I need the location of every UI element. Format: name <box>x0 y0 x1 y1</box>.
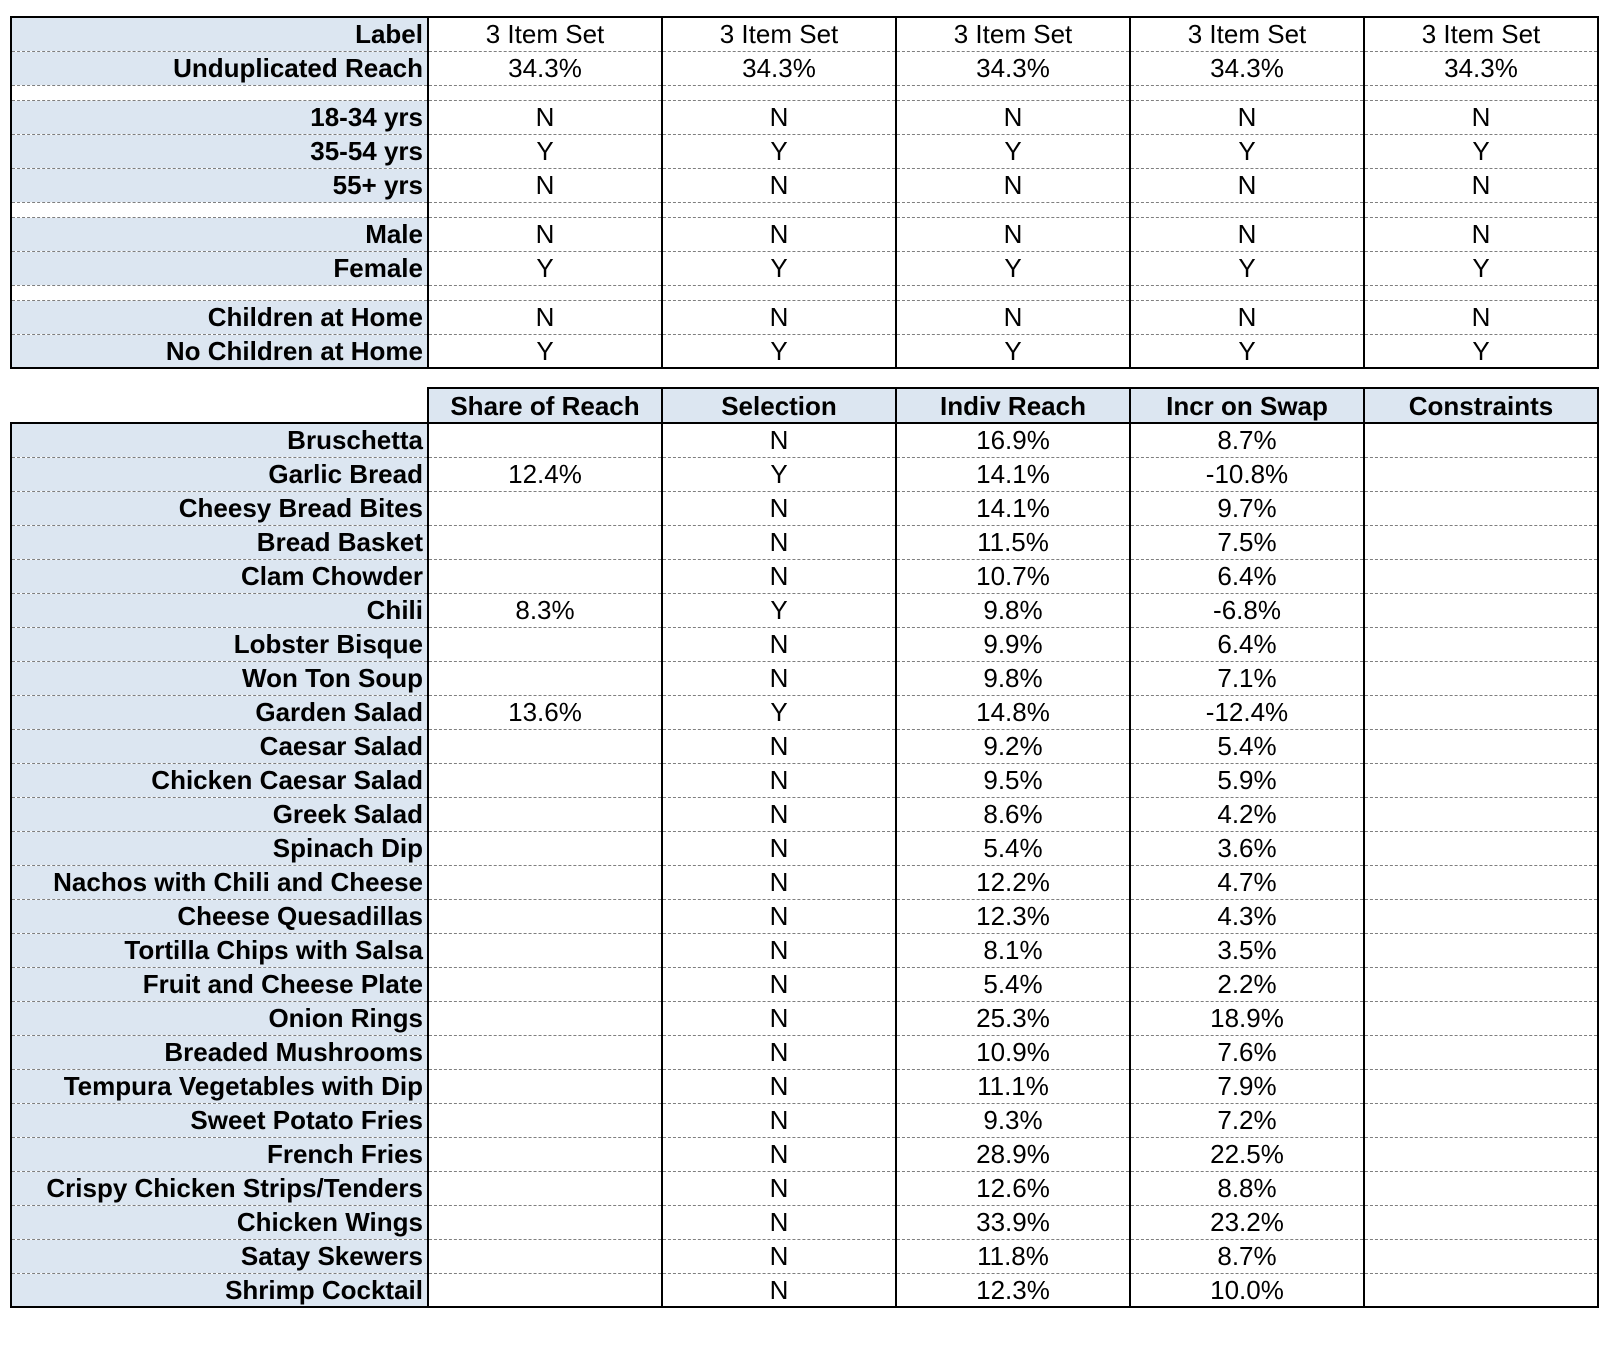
spacer-row <box>11 85 1598 100</box>
data-cell[interactable]: 8.6% <box>896 797 1130 831</box>
spacer-label-cell <box>11 202 428 217</box>
data-cell[interactable]: Y <box>662 593 896 627</box>
item-row <box>11 1239 1598 1273</box>
data-cell[interactable]: 8.7% <box>1130 1239 1364 1273</box>
data-cell[interactable]: N <box>662 491 896 525</box>
column-header[interactable]: Constraints <box>1364 388 1598 423</box>
row-label: Unduplicated Reach <box>11 51 428 85</box>
data-cell[interactable]: 9.8% <box>896 661 1130 695</box>
spacer-cell <box>662 202 896 217</box>
item-row <box>11 593 1598 627</box>
summary-table <box>10 16 1599 369</box>
data-cell[interactable]: 3.6% <box>1130 831 1364 865</box>
data-cell[interactable]: 34.3% <box>1364 51 1598 85</box>
data-cell[interactable]: 13.6% <box>428 695 662 729</box>
data-cell[interactable]: Y <box>1130 334 1364 368</box>
row-label: Tempura Vegetables with Dip <box>11 1069 428 1103</box>
row-label: Cheesy Bread Bites <box>11 491 428 525</box>
row-label: Female <box>11 251 428 285</box>
data-cell[interactable] <box>428 1069 662 1103</box>
data-cell[interactable] <box>428 1103 662 1137</box>
row-label: Label <box>11 17 428 51</box>
spacer-cell <box>896 202 1130 217</box>
data-cell[interactable] <box>1364 797 1598 831</box>
spacer-row <box>11 202 1598 217</box>
item-row <box>11 865 1598 899</box>
data-cell[interactable]: 11.5% <box>896 525 1130 559</box>
data-cell[interactable]: N <box>662 661 896 695</box>
item-row <box>11 1205 1598 1239</box>
data-cell[interactable]: 4.7% <box>1130 865 1364 899</box>
item-row <box>11 525 1598 559</box>
data-cell[interactable]: 5.4% <box>896 831 1130 865</box>
item-row <box>11 423 1598 457</box>
row-label: 35-54 yrs <box>11 134 428 168</box>
item-row <box>11 899 1598 933</box>
data-cell[interactable]: N <box>662 1171 896 1205</box>
data-cell[interactable] <box>1364 593 1598 627</box>
spacer-row <box>11 285 1598 300</box>
data-cell[interactable]: N <box>1130 300 1364 334</box>
data-cell[interactable]: N <box>1130 217 1364 251</box>
data-cell[interactable]: 9.2% <box>896 729 1130 763</box>
data-cell[interactable]: Y <box>1130 251 1364 285</box>
data-cell[interactable]: N <box>1364 217 1598 251</box>
item-row <box>11 933 1598 967</box>
item-row <box>11 729 1598 763</box>
row-label: Lobster Bisque <box>11 627 428 661</box>
column-header[interactable]: Incr on Swap <box>1130 388 1364 423</box>
data-cell[interactable] <box>428 967 662 1001</box>
row-label: Children at Home <box>11 300 428 334</box>
data-cell[interactable]: 10.9% <box>896 1035 1130 1069</box>
data-cell[interactable]: N <box>662 168 896 202</box>
data-cell[interactable]: N <box>662 763 896 797</box>
data-cell[interactable]: N <box>662 423 896 457</box>
data-cell[interactable]: -10.8% <box>1130 457 1364 491</box>
data-cell[interactable] <box>1364 627 1598 661</box>
data-cell[interactable]: N <box>428 100 662 134</box>
spacer-cell <box>1130 85 1364 100</box>
data-cell[interactable]: N <box>662 525 896 559</box>
items-body <box>11 388 1598 1307</box>
data-cell[interactable] <box>428 763 662 797</box>
item-row <box>11 1069 1598 1103</box>
data-cell[interactable]: 3 Item Set <box>1364 17 1598 51</box>
data-cell[interactable]: N <box>1364 300 1598 334</box>
data-cell[interactable]: N <box>896 168 1130 202</box>
data-cell[interactable]: N <box>662 797 896 831</box>
data-cell[interactable]: N <box>662 967 896 1001</box>
data-cell[interactable] <box>1364 1001 1598 1035</box>
data-cell[interactable]: N <box>662 627 896 661</box>
data-cell[interactable]: N <box>1130 168 1364 202</box>
data-cell[interactable] <box>1364 559 1598 593</box>
data-cell[interactable]: N <box>662 899 896 933</box>
column-header[interactable]: Share of Reach <box>428 388 662 423</box>
spacer-label-cell <box>11 285 428 300</box>
data-cell[interactable] <box>1364 1035 1598 1069</box>
data-cell[interactable] <box>1364 457 1598 491</box>
data-cell[interactable] <box>428 661 662 695</box>
data-cell[interactable]: N <box>1364 168 1598 202</box>
row-label: Greek Salad <box>11 797 428 831</box>
data-cell[interactable] <box>1364 967 1598 1001</box>
data-cell[interactable]: 14.1% <box>896 457 1130 491</box>
data-cell[interactable]: Y <box>896 334 1130 368</box>
data-cell[interactable]: 5.9% <box>1130 763 1364 797</box>
spacer-cell <box>1364 85 1598 100</box>
data-cell[interactable]: 18.9% <box>1130 1001 1364 1035</box>
data-cell[interactable]: N <box>896 217 1130 251</box>
items-table <box>10 387 1599 1308</box>
row-label: Male <box>11 217 428 251</box>
data-cell[interactable]: 10.0% <box>1130 1273 1364 1307</box>
row-label: Satay Skewers <box>11 1239 428 1273</box>
item-row <box>11 1103 1598 1137</box>
item-row <box>11 661 1598 695</box>
data-cell[interactable]: 10.7% <box>896 559 1130 593</box>
data-cell[interactable]: Y <box>1364 334 1598 368</box>
children-row <box>11 334 1598 368</box>
data-cell[interactable]: N <box>662 1103 896 1137</box>
row-label: 55+ yrs <box>11 168 428 202</box>
data-cell[interactable] <box>428 1137 662 1171</box>
row-label: French Fries <box>11 1137 428 1171</box>
data-cell[interactable]: N <box>662 1205 896 1239</box>
data-cell[interactable]: Y <box>1364 251 1598 285</box>
item-row <box>11 695 1598 729</box>
data-cell[interactable]: Y <box>428 251 662 285</box>
data-cell[interactable]: 34.3% <box>428 51 662 85</box>
spacer-cell <box>428 85 662 100</box>
data-cell[interactable]: Y <box>1364 134 1598 168</box>
data-cell[interactable]: 22.5% <box>1130 1137 1364 1171</box>
data-cell[interactable] <box>1364 1273 1598 1307</box>
data-cell[interactable]: 14.8% <box>896 695 1130 729</box>
spacer-cell <box>1130 285 1364 300</box>
data-cell[interactable]: 12.6% <box>896 1171 1130 1205</box>
item-row <box>11 491 1598 525</box>
data-cell[interactable]: 9.5% <box>896 763 1130 797</box>
item-row <box>11 831 1598 865</box>
data-cell[interactable] <box>428 559 662 593</box>
data-cell[interactable]: 7.1% <box>1130 661 1364 695</box>
data-cell[interactable] <box>1364 423 1598 457</box>
data-cell[interactable] <box>428 1239 662 1273</box>
data-cell[interactable] <box>1364 1205 1598 1239</box>
unduplicated-reach-row <box>11 51 1598 85</box>
data-cell[interactable] <box>1364 729 1598 763</box>
row-label: Chili <box>11 593 428 627</box>
data-cell[interactable] <box>428 1205 662 1239</box>
data-cell[interactable]: 14.1% <box>896 491 1130 525</box>
data-cell[interactable] <box>1364 1137 1598 1171</box>
data-cell[interactable]: 3.5% <box>1130 933 1364 967</box>
row-label: Fruit and Cheese Plate <box>11 967 428 1001</box>
data-cell[interactable]: 2.2% <box>1130 967 1364 1001</box>
data-cell[interactable]: -6.8% <box>1130 593 1364 627</box>
data-cell[interactable] <box>428 933 662 967</box>
data-cell[interactable] <box>1364 865 1598 899</box>
data-cell[interactable]: 8.1% <box>896 933 1130 967</box>
data-cell[interactable]: 6.4% <box>1130 627 1364 661</box>
spacer-cell <box>428 285 662 300</box>
data-cell[interactable] <box>428 423 662 457</box>
data-cell[interactable] <box>428 899 662 933</box>
data-cell[interactable] <box>1364 831 1598 865</box>
row-label: Garlic Bread <box>11 457 428 491</box>
data-cell[interactable] <box>1364 491 1598 525</box>
spacer-cell <box>896 285 1130 300</box>
item-row <box>11 627 1598 661</box>
data-cell[interactable]: N <box>896 100 1130 134</box>
data-cell[interactable]: 9.9% <box>896 627 1130 661</box>
data-cell[interactable] <box>1364 899 1598 933</box>
data-cell[interactable] <box>1364 1069 1598 1103</box>
row-label: Won Ton Soup <box>11 661 428 695</box>
age-row <box>11 100 1598 134</box>
data-cell[interactable]: N <box>428 300 662 334</box>
data-cell[interactable] <box>428 627 662 661</box>
data-cell[interactable]: 9.7% <box>1130 491 1364 525</box>
data-cell[interactable]: 12.3% <box>896 1273 1130 1307</box>
data-cell[interactable]: 34.3% <box>1130 51 1364 85</box>
data-cell[interactable]: 4.2% <box>1130 797 1364 831</box>
data-cell[interactable]: N <box>1130 100 1364 134</box>
row-label: Sweet Potato Fries <box>11 1103 428 1137</box>
data-cell[interactable]: 7.6% <box>1130 1035 1364 1069</box>
data-cell[interactable]: 23.2% <box>1130 1205 1364 1239</box>
data-cell[interactable]: 34.3% <box>662 51 896 85</box>
spacer-cell <box>1364 285 1598 300</box>
data-cell[interactable]: Y <box>662 251 896 285</box>
data-cell[interactable] <box>1364 525 1598 559</box>
data-cell[interactable]: N <box>662 1069 896 1103</box>
row-label: No Children at Home <box>11 334 428 368</box>
row-label: Nachos with Chili and Cheese <box>11 865 428 899</box>
label-row <box>11 17 1598 51</box>
data-cell[interactable]: Y <box>662 695 896 729</box>
item-row <box>11 967 1598 1001</box>
data-cell[interactable]: 5.4% <box>896 967 1130 1001</box>
data-cell[interactable] <box>428 831 662 865</box>
data-cell[interactable]: 34.3% <box>896 51 1130 85</box>
data-cell[interactable]: 9.8% <box>896 593 1130 627</box>
data-cell[interactable]: N <box>662 1137 896 1171</box>
data-cell[interactable]: -12.4% <box>1130 695 1364 729</box>
data-cell[interactable]: Y <box>1130 134 1364 168</box>
row-label: Chicken Caesar Salad <box>11 763 428 797</box>
data-cell[interactable]: 5.4% <box>1130 729 1364 763</box>
row-label: Onion Rings <box>11 1001 428 1035</box>
data-cell[interactable]: 16.9% <box>896 423 1130 457</box>
data-cell[interactable]: 7.5% <box>1130 525 1364 559</box>
age-row <box>11 134 1598 168</box>
row-label: Caesar Salad <box>11 729 428 763</box>
spacer-cell <box>428 202 662 217</box>
spacer-cell <box>1130 202 1364 217</box>
row-label: Breaded Mushrooms <box>11 1035 428 1069</box>
item-row <box>11 1171 1598 1205</box>
row-label: Bread Basket <box>11 525 428 559</box>
data-cell[interactable]: 3 Item Set <box>662 17 896 51</box>
data-cell[interactable]: Y <box>896 251 1130 285</box>
gender-row <box>11 217 1598 251</box>
row-label: Shrimp Cocktail <box>11 1273 428 1307</box>
data-cell[interactable]: N <box>662 559 896 593</box>
data-cell[interactable] <box>1364 763 1598 797</box>
data-cell[interactable]: 28.9% <box>896 1137 1130 1171</box>
item-row <box>11 763 1598 797</box>
data-cell[interactable] <box>1364 1171 1598 1205</box>
data-cell[interactable]: Y <box>662 457 896 491</box>
item-row <box>11 1001 1598 1035</box>
data-cell[interactable]: N <box>1364 100 1598 134</box>
data-cell[interactable]: 3 Item Set <box>428 17 662 51</box>
data-cell[interactable]: 3 Item Set <box>896 17 1130 51</box>
data-cell[interactable] <box>428 1171 662 1205</box>
data-cell[interactable]: Y <box>896 134 1130 168</box>
data-cell[interactable]: N <box>662 933 896 967</box>
data-cell[interactable]: N <box>428 168 662 202</box>
row-label: Crispy Chicken Strips/Tenders <box>11 1171 428 1205</box>
item-row <box>11 559 1598 593</box>
items-header-row <box>11 388 1598 423</box>
data-cell[interactable] <box>428 865 662 899</box>
data-cell[interactable] <box>428 1001 662 1035</box>
item-row <box>11 1035 1598 1069</box>
data-cell[interactable]: 11.8% <box>896 1239 1130 1273</box>
summary-body <box>11 17 1598 368</box>
row-label: Clam Chowder <box>11 559 428 593</box>
spacer-cell <box>896 85 1130 100</box>
data-cell[interactable]: N <box>662 1273 896 1307</box>
data-cell[interactable]: 7.2% <box>1130 1103 1364 1137</box>
data-cell[interactable]: N <box>662 300 896 334</box>
data-cell[interactable]: N <box>662 1001 896 1035</box>
spacer-cell <box>662 285 896 300</box>
data-cell[interactable]: N <box>662 1035 896 1069</box>
gender-row <box>11 251 1598 285</box>
data-cell[interactable] <box>1364 695 1598 729</box>
data-cell[interactable]: 12.4% <box>428 457 662 491</box>
data-cell[interactable]: Y <box>428 134 662 168</box>
data-cell[interactable] <box>1364 1103 1598 1137</box>
data-cell[interactable] <box>1364 1239 1598 1273</box>
data-cell[interactable]: 9.3% <box>896 1103 1130 1137</box>
item-row <box>11 1137 1598 1171</box>
spacer-label-cell <box>11 85 428 100</box>
data-cell[interactable]: 8.8% <box>1130 1171 1364 1205</box>
data-cell[interactable]: 25.3% <box>896 1001 1130 1035</box>
data-cell[interactable] <box>428 1035 662 1069</box>
data-cell[interactable]: N <box>662 1239 896 1273</box>
row-label: Cheese Quesadillas <box>11 899 428 933</box>
data-cell[interactable]: 11.1% <box>896 1069 1130 1103</box>
data-cell[interactable]: 4.3% <box>1130 899 1364 933</box>
row-label: Bruschetta <box>11 423 428 457</box>
data-cell[interactable]: Y <box>428 334 662 368</box>
data-cell[interactable]: N <box>896 300 1130 334</box>
row-label: Chicken Wings <box>11 1205 428 1239</box>
data-cell[interactable]: 3 Item Set <box>1130 17 1364 51</box>
row-label: Garden Salad <box>11 695 428 729</box>
data-cell[interactable] <box>1364 933 1598 967</box>
spacer-cell <box>1364 202 1598 217</box>
data-cell[interactable]: N <box>662 100 896 134</box>
data-cell[interactable]: 8.3% <box>428 593 662 627</box>
data-cell[interactable] <box>428 491 662 525</box>
data-cell[interactable] <box>428 525 662 559</box>
row-label: Tortilla Chips with Salsa <box>11 933 428 967</box>
data-cell[interactable]: 6.4% <box>1130 559 1364 593</box>
column-header[interactable]: Indiv Reach <box>896 388 1130 423</box>
item-row <box>11 1273 1598 1307</box>
spacer-cell <box>662 85 896 100</box>
data-cell[interactable]: 12.3% <box>896 899 1130 933</box>
data-cell[interactable]: N <box>662 831 896 865</box>
data-cell[interactable]: 12.2% <box>896 865 1130 899</box>
row-label: Spinach Dip <box>11 831 428 865</box>
data-cell[interactable]: 8.7% <box>1130 423 1364 457</box>
row-label: 18-34 yrs <box>11 100 428 134</box>
item-row <box>11 457 1598 491</box>
data-cell[interactable]: N <box>662 217 896 251</box>
data-cell[interactable] <box>1364 661 1598 695</box>
data-cell[interactable]: 33.9% <box>896 1205 1130 1239</box>
data-cell[interactable] <box>428 1273 662 1307</box>
data-cell[interactable] <box>428 797 662 831</box>
data-cell[interactable]: 7.9% <box>1130 1069 1364 1103</box>
children-row <box>11 300 1598 334</box>
data-cell[interactable]: Y <box>662 134 896 168</box>
data-cell[interactable]: N <box>662 729 896 763</box>
data-cell[interactable]: N <box>428 217 662 251</box>
item-row <box>11 797 1598 831</box>
data-cell[interactable]: N <box>662 865 896 899</box>
data-cell[interactable]: Y <box>662 334 896 368</box>
column-header[interactable]: Selection <box>662 388 896 423</box>
header-blank-cell <box>11 388 428 423</box>
age-row <box>11 168 1598 202</box>
data-cell[interactable] <box>428 729 662 763</box>
